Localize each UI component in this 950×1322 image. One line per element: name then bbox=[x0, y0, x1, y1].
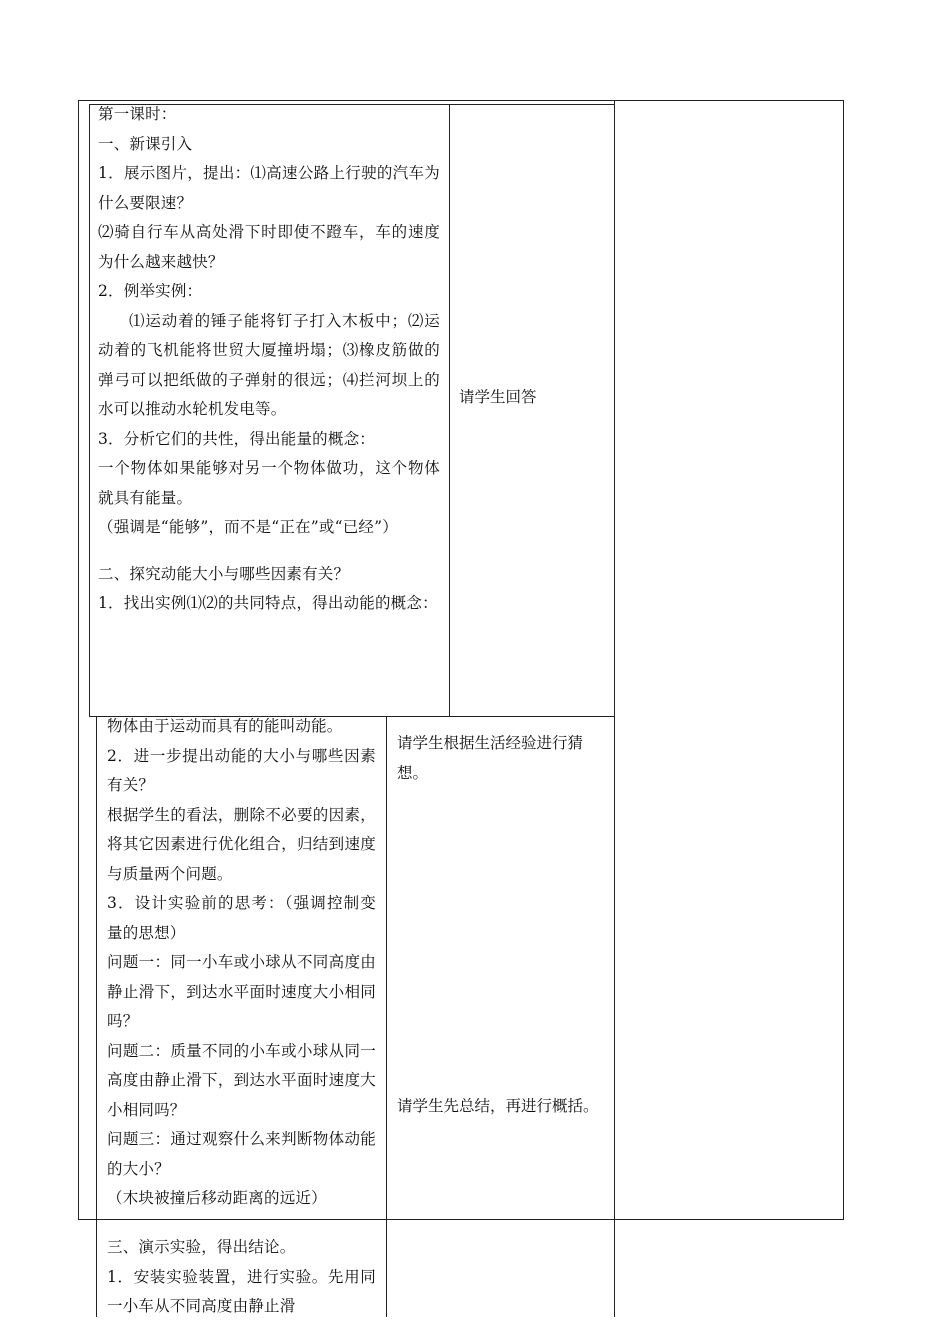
question-two: 问题二：质量不同的小车或小球从同一高度由静止滑下，到达水平面时速度大小相同吗？ bbox=[107, 1041, 376, 1119]
block2-left-border bbox=[96, 716, 97, 1317]
paragraph: 1．找出实例⑴⑵的共同特点，得出动能的概念： bbox=[98, 594, 438, 612]
paragraph: 根据学生的看法，删除不必要的因素，将其它因素进行优化组合，归结到速度与质量两个问题。 bbox=[107, 805, 376, 883]
paragraph: 3．设计实验前的思考：（强调控制变量的思想） bbox=[107, 894, 376, 942]
block2-column-divider bbox=[386, 716, 387, 1317]
paragraph: 2．例举实例： bbox=[98, 282, 203, 300]
question-one: 问题一：同一小车或小球从不同高度由静止滑下，到达水平面时速度大小相同吗？ bbox=[107, 953, 376, 1030]
outer-column-divider bbox=[614, 100, 615, 1317]
section-heading: 一、新课引入 bbox=[98, 134, 193, 153]
block1-left-border bbox=[89, 104, 90, 717]
outer-right-border bbox=[843, 100, 844, 1220]
section-heading: 二、探究动能大小与哪些因素有关？ bbox=[98, 564, 350, 583]
block1-column-divider bbox=[449, 104, 450, 717]
block3-content-cell bbox=[107, 1233, 376, 1322]
outer-left-border bbox=[78, 100, 79, 1220]
answer-note: （木块被撞后移动距离的远近） bbox=[107, 1189, 327, 1207]
block1-content-cell bbox=[98, 100, 440, 619]
paragraph: 3．分析它们的共性，得出能量的概念： bbox=[98, 429, 375, 448]
examples-paragraph: ⑴运动着的锤子能将钉子打入木板中；⑵运动着的飞机能将世贸大厦撞坍塌；⑶橡皮筋做的弹弓可以把纸做的子弹射的很远；⑷拦河坝上的水可以推动水轮机发电等。 bbox=[98, 311, 440, 418]
kinetic-energy-definition: 物体由于运动而具有的能叫动能。 bbox=[107, 717, 343, 735]
energy-definition: 一个物体如果能够对另一个物体做功，这个物体就具有能量。 bbox=[98, 459, 440, 507]
block2-note-cell-2 bbox=[397, 1092, 609, 1122]
student-activity-note: 请学生回答 bbox=[459, 388, 537, 406]
question-three: 问题三：通过观察什么来判断物体动能的大小？ bbox=[107, 1130, 376, 1178]
block2-note-cell-1 bbox=[397, 729, 609, 788]
paragraph: ⑵骑自行车从高处滑下时即使不蹬车，车的速度为什么越来越快？ bbox=[98, 223, 440, 271]
outer-bottom-border bbox=[78, 1219, 844, 1220]
paragraph: 1．安装实验装置，进行实验。先用同一小车从不同高度由静止滑 bbox=[107, 1267, 376, 1315]
lesson-period-heading: 第一课时： bbox=[98, 105, 177, 123]
paragraph: 1．展示图片，提出：⑴高速公路上行驶的汽车为什么要限速？ bbox=[98, 164, 440, 212]
block1-note-cell bbox=[459, 383, 607, 413]
emphasis-note: （强调是“能够”，而不是“正在”或“已经”） bbox=[98, 518, 398, 536]
student-activity-note: 请学生根据生活经验进行猜想。 bbox=[397, 734, 584, 782]
paragraph: 2．进一步提出动能的大小与哪些因素有关？ bbox=[107, 746, 376, 794]
block2-content-cell bbox=[107, 712, 376, 1214]
section-heading: 三、演示实验，得出结论。 bbox=[107, 1238, 296, 1256]
student-activity-note: 请学生先总结，再进行概括。 bbox=[397, 1097, 599, 1115]
